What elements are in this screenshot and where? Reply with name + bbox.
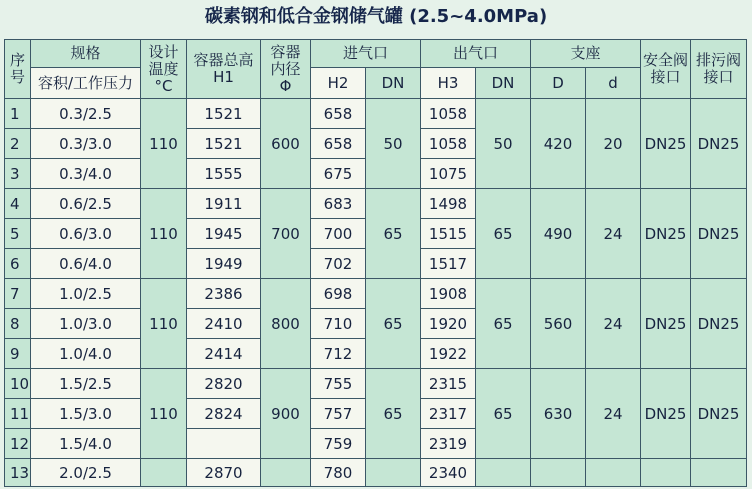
cell-group-safety-valve-port: DN25 [641, 279, 691, 369]
cell-total-height: 2414 [187, 339, 261, 369]
header-inner-diameter-line: 容器 [270, 42, 301, 61]
cell-group-inner-diameter: 800 [261, 279, 311, 369]
cell-seq: 9 [5, 339, 31, 369]
cell-group-support-outer: 560 [531, 279, 586, 369]
cell-group-safety-valve-port [641, 459, 691, 487]
cell-group-outlet-dn [476, 459, 531, 487]
table-row [5, 189, 747, 219]
cell-group-inlet-dn: 50 [366, 99, 421, 189]
cell-seq: 2 [5, 129, 31, 159]
cell-group-support-inner: 24 [586, 279, 641, 369]
cell-total-height: 2386 [187, 279, 261, 309]
header-safety-valve-line: 接口 [650, 68, 681, 86]
header-design-temp-line: 温度 [148, 59, 179, 78]
cell-seq: 10 [5, 369, 31, 399]
cell-outlet-height: 2317 [421, 399, 476, 429]
cell-outlet-height: 2319 [421, 429, 476, 459]
table-row [5, 99, 747, 129]
cell-total-height: 1945 [187, 219, 261, 249]
cell-inlet-height: 698 [311, 279, 366, 309]
cell-outlet-height: 1058 [421, 99, 476, 129]
header-seq-line: 号 [9, 68, 25, 86]
cell-outlet-height: 1058 [421, 129, 476, 159]
cell-inlet-height: 759 [311, 429, 366, 459]
cell-group-drain-valve-port [691, 459, 747, 487]
cell-inlet-height: 780 [311, 459, 366, 487]
cell-group-inlet-dn: 65 [366, 279, 421, 369]
cell-group-outlet-dn: 65 [476, 369, 531, 459]
header-outlet-dn: DN [476, 68, 531, 99]
cell-capacity-pressure: 1.0/3.0 [31, 309, 141, 339]
cell-seq: 3 [5, 159, 31, 189]
header-capacity-pressure: 容积/工作压力 [31, 68, 141, 99]
cell-inlet-height: 710 [311, 309, 366, 339]
cell-inlet-height: 658 [311, 129, 366, 159]
header-inlet-height: H2 [311, 68, 366, 99]
cell-group-support-inner: 24 [586, 369, 641, 459]
cell-total-height: 1521 [187, 99, 261, 129]
header-seq [5, 40, 31, 99]
cell-group-design-temp: 110 [141, 279, 187, 369]
cell-group-design-temp: 110 [141, 369, 187, 459]
cell-group-inlet-dn: 65 [366, 369, 421, 459]
cell-total-height: 1911 [187, 189, 261, 219]
header-inlet: 进气口 [311, 40, 421, 68]
cell-group-safety-valve-port: DN25 [641, 369, 691, 459]
cell-group-inlet-dn [366, 459, 421, 487]
cell-group-outlet-dn: 65 [476, 189, 531, 279]
header-total-height [187, 40, 261, 99]
cell-inlet-height: 757 [311, 399, 366, 429]
header-outlet-height: H3 [421, 68, 476, 99]
cell-group-design-temp [141, 459, 187, 487]
cell-inlet-height: 675 [311, 159, 366, 189]
cell-capacity-pressure: 0.6/4.0 [31, 249, 141, 279]
cell-outlet-height: 1515 [421, 219, 476, 249]
cell-group-safety-valve-port: DN25 [641, 189, 691, 279]
cell-outlet-height: 1920 [421, 309, 476, 339]
header-design-temp-unit: °C [154, 76, 173, 95]
header-drain-valve-line: 接口 [703, 68, 734, 86]
cell-capacity-pressure: 0.3/4.0 [31, 159, 141, 189]
cell-outlet-height: 1075 [421, 159, 476, 189]
table-row [5, 459, 747, 487]
header-support: 支座 [531, 40, 641, 68]
cell-inlet-height: 658 [311, 99, 366, 129]
cell-capacity-pressure: 0.3/3.0 [31, 129, 141, 159]
cell-total-height: 1521 [187, 129, 261, 159]
cell-seq: 7 [5, 279, 31, 309]
cell-group-support-outer: 630 [531, 369, 586, 459]
spec-table [4, 39, 747, 487]
header-total-height-line: 容器总高 [193, 51, 254, 69]
cell-total-height: 1949 [187, 249, 261, 279]
cell-outlet-height: 1908 [421, 279, 476, 309]
header-inner-diameter-symbol: Φ [279, 76, 292, 95]
cell-group-drain-valve-port: DN25 [691, 99, 747, 189]
cell-outlet-height: 2340 [421, 459, 476, 487]
cell-group-support-inner: 20 [586, 99, 641, 189]
cell-group-support-outer: 490 [531, 189, 586, 279]
header-spec: 规格 [31, 40, 141, 68]
cell-inlet-height: 702 [311, 249, 366, 279]
cell-capacity-pressure: 2.0/2.5 [31, 459, 141, 487]
cell-inlet-height: 712 [311, 339, 366, 369]
cell-group-safety-valve-port: DN25 [641, 99, 691, 189]
cell-total-height [187, 429, 261, 459]
header-support-inner: d [586, 68, 641, 99]
cell-group-design-temp: 110 [141, 99, 187, 189]
cell-group-inner-diameter: 700 [261, 189, 311, 279]
cell-outlet-height: 1922 [421, 339, 476, 369]
cell-seq: 1 [5, 99, 31, 129]
cell-group-outlet-dn: 50 [476, 99, 531, 189]
header-support-outer: D [531, 68, 586, 99]
cell-group-support-inner [586, 459, 641, 487]
cell-inlet-height: 755 [311, 369, 366, 399]
table-row [5, 369, 747, 399]
header-design-temp [141, 40, 187, 99]
cell-total-height: 2824 [187, 399, 261, 429]
cell-outlet-height: 1517 [421, 249, 476, 279]
cell-capacity-pressure: 1.0/4.0 [31, 339, 141, 369]
cell-capacity-pressure: 0.3/2.5 [31, 99, 141, 129]
cell-group-inner-diameter [261, 459, 311, 487]
cell-seq: 12 [5, 429, 31, 459]
header-design-temp-line: 设计 [148, 42, 179, 61]
header-seq-line: 序 [9, 51, 25, 69]
cell-total-height: 2410 [187, 309, 261, 339]
cell-group-design-temp: 110 [141, 189, 187, 279]
table-row [5, 279, 747, 309]
cell-group-drain-valve-port: DN25 [691, 189, 747, 279]
cell-capacity-pressure: 1.5/4.0 [31, 429, 141, 459]
cell-inlet-height: 683 [311, 189, 366, 219]
cell-group-inner-diameter: 900 [261, 369, 311, 459]
cell-capacity-pressure: 1.5/2.5 [31, 369, 141, 399]
cell-outlet-height: 1498 [421, 189, 476, 219]
cell-total-height: 2820 [187, 369, 261, 399]
header-drain-valve-line: 排污阀 [696, 51, 742, 69]
cell-outlet-height: 2315 [421, 369, 476, 399]
cell-seq: 6 [5, 249, 31, 279]
cell-group-outlet-dn: 65 [476, 279, 531, 369]
header-total-height-symbol: H1 [213, 68, 234, 86]
cell-capacity-pressure: 1.0/2.5 [31, 279, 141, 309]
table-body [5, 99, 747, 487]
cell-seq: 13 [5, 459, 31, 487]
cell-inlet-height: 700 [311, 219, 366, 249]
header-safety-valve-line: 安全阀 [643, 51, 689, 69]
header-row-top [5, 40, 747, 68]
cell-group-inlet-dn: 65 [366, 189, 421, 279]
cell-group-drain-valve-port: DN25 [691, 369, 747, 459]
header-inlet-dn: DN [366, 68, 421, 99]
cell-group-drain-valve-port: DN25 [691, 279, 747, 369]
cell-group-support-outer: 420 [531, 99, 586, 189]
header-outlet: 出气口 [421, 40, 531, 68]
header-inner-diameter-line: 内径 [270, 59, 301, 78]
cell-total-height: 2870 [187, 459, 261, 487]
cell-capacity-pressure: 1.5/3.0 [31, 399, 141, 429]
header-safety-valve [641, 40, 691, 99]
cell-seq: 5 [5, 219, 31, 249]
header-drain-valve [691, 40, 747, 99]
header-row-bottom [5, 68, 747, 99]
cell-seq: 11 [5, 399, 31, 429]
cell-group-inner-diameter: 600 [261, 99, 311, 189]
cell-capacity-pressure: 0.6/2.5 [31, 189, 141, 219]
header-inner-diameter [261, 40, 311, 99]
cell-capacity-pressure: 0.6/3.0 [31, 219, 141, 249]
cell-group-support-outer [531, 459, 586, 487]
cell-seq: 8 [5, 309, 31, 339]
page-title: 碳素钢和低合金钢储气罐 (2.5~4.0MPa) [204, 6, 548, 27]
cell-group-support-inner: 24 [586, 189, 641, 279]
table-header [5, 40, 747, 99]
cell-seq: 4 [5, 189, 31, 219]
cell-total-height: 1555 [187, 159, 261, 189]
